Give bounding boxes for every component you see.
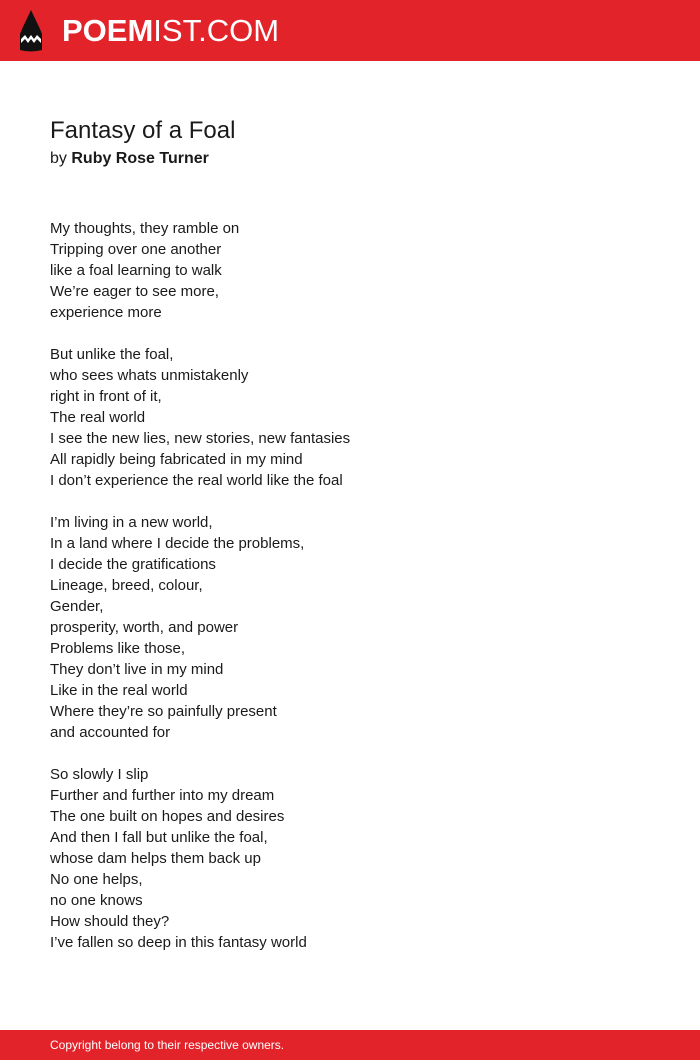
- poem-line: How should they?: [50, 913, 170, 930]
- byline-by-label: by: [50, 150, 67, 167]
- poem-line: I’m living in a new world,: [50, 514, 213, 531]
- pencil-tip-icon: [18, 10, 44, 52]
- poem-line: But unlike the foal,: [50, 346, 174, 363]
- poem-line: We’re eager to see more,: [50, 283, 219, 300]
- poem-line: Where they’re so painfully present: [50, 703, 277, 720]
- poem-line: I don’t experience the real world like the foal: [50, 472, 343, 489]
- site-header: [0, 0, 700, 61]
- stanza-1: [50, 218, 650, 323]
- poem-body: [50, 218, 650, 974]
- poem-author[interactable]: Ruby Rose Turner: [71, 150, 209, 167]
- poem-line: I see the new lies, new stories, new fantasies: [50, 430, 351, 447]
- copyright-notice: Copyright belong to their respective owners.: [50, 1038, 285, 1052]
- poem-line: I decide the gratifications: [50, 556, 216, 573]
- poem-line: whose dam helps them back up: [50, 850, 261, 867]
- poem-byline: [50, 148, 209, 170]
- poem-line: The one built on hopes and desires: [50, 808, 285, 825]
- poem-line: And then I fall but unlike the foal,: [50, 829, 268, 846]
- poem-line: who sees whats unmistakenly: [50, 367, 249, 384]
- site-logo-link[interactable]: [18, 10, 279, 52]
- poem-line: and accounted for: [50, 724, 171, 741]
- stanza-2: [50, 344, 650, 491]
- logo-wordmark: [62, 10, 279, 52]
- poem-line: My thoughts, they ramble on: [50, 220, 240, 237]
- poem-line: Tripping over one another: [50, 241, 222, 258]
- poem-line: The real world: [50, 409, 146, 426]
- poem-line: prosperity, worth, and power: [50, 619, 239, 636]
- poem-line: In a land where I decide the problems,: [50, 535, 305, 552]
- stanza-3: [50, 512, 650, 743]
- poem-line: Further and further into my dream: [50, 787, 275, 804]
- poem-line: no one knows: [50, 892, 143, 909]
- poem-line: So slowly I slip: [50, 766, 149, 783]
- stanza-4: [50, 764, 650, 953]
- poem-line: Like in the real world: [50, 682, 188, 699]
- logo-wordmark-bold: POEM: [62, 13, 154, 48]
- site-footer: [0, 1030, 700, 1060]
- poem-line: All rapidly being fabricated in my mind: [50, 451, 303, 468]
- poem-title: Fantasy of a Foal: [50, 117, 236, 144]
- poem-line: experience more: [50, 304, 162, 321]
- poem-line: Gender,: [50, 598, 104, 615]
- poem-line: Lineage, breed, colour,: [50, 577, 203, 594]
- logo-wordmark-light: IST.COM: [153, 13, 280, 48]
- poem-line: like a foal learning to walk: [50, 262, 222, 279]
- poem-line: I’ve fallen so deep in this fantasy world: [50, 934, 307, 951]
- poem-line: They don’t live in my mind: [50, 661, 224, 678]
- poem-line: Problems like those,: [50, 640, 186, 657]
- poem-line: No one helps,: [50, 871, 143, 888]
- poem-line: right in front of it,: [50, 388, 162, 405]
